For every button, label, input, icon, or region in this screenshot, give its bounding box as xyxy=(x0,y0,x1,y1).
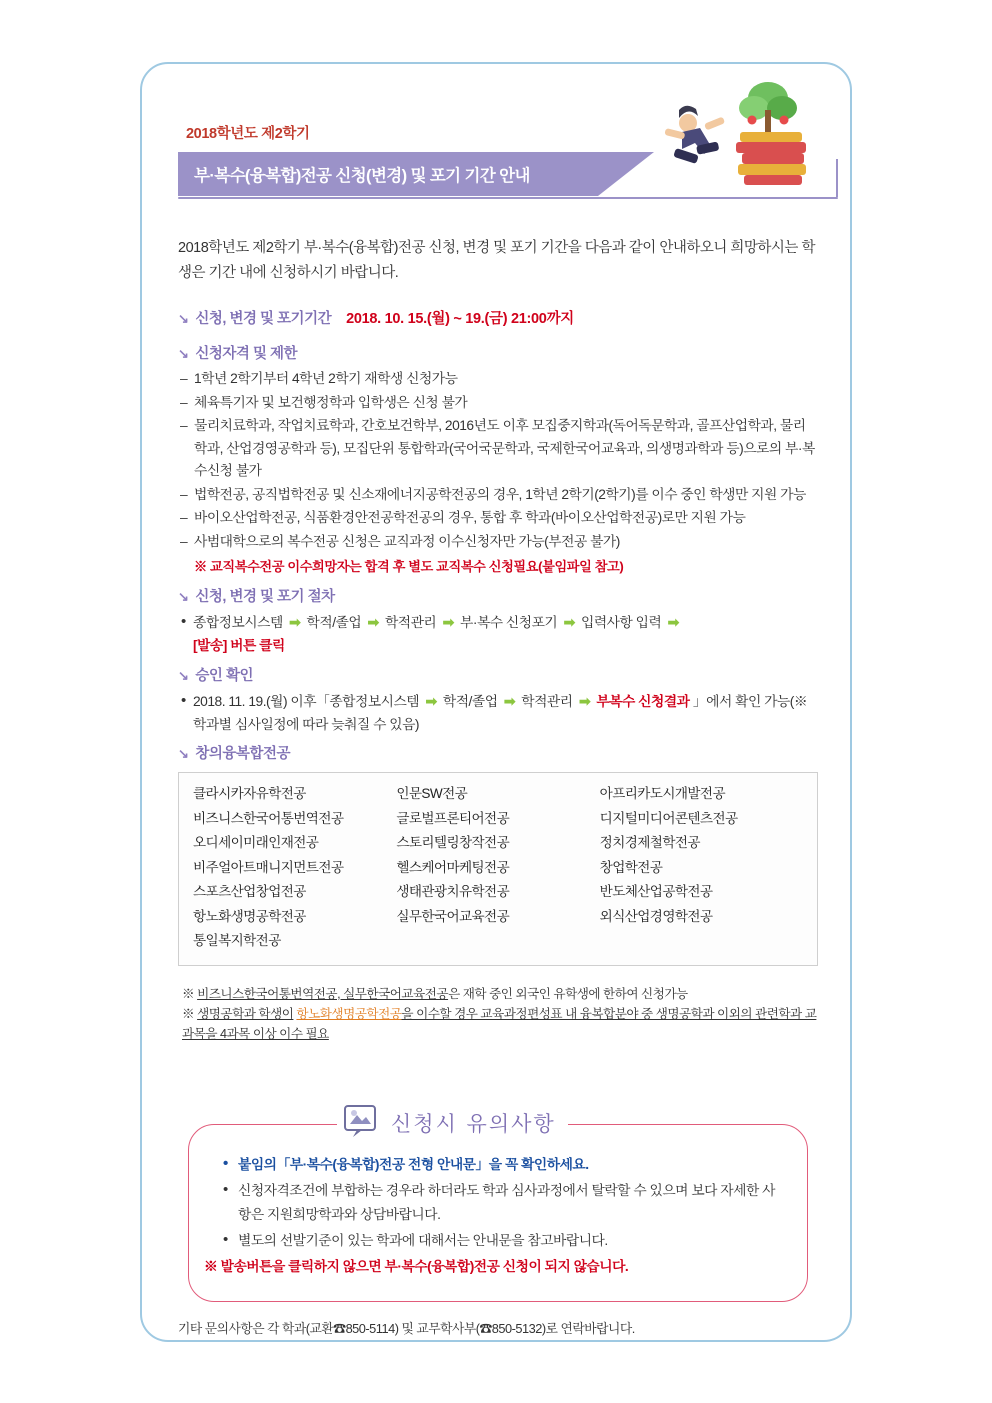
major-cell: 글로벌프론티어전공 xyxy=(396,810,510,826)
flow-arrow-icon: ➡ xyxy=(425,694,437,709)
flow-arrow-icon: ➡ xyxy=(503,694,515,709)
major-cell: 생태관광치유학전공 xyxy=(396,884,510,899)
caution-box xyxy=(188,1112,808,1302)
caution-warning: ※ 발송버튼을 클릭하지 않으면 부·복수(융복합)전공 신청이 되지 않습니다. xyxy=(204,1259,629,1274)
eligibility-note: ※ 교직복수전공 이수희망자는 합격 후 별도 교직복수 신청필요(붙임파일 참고) xyxy=(194,559,624,574)
section-majors-label: 창의융복합전공 xyxy=(195,746,290,762)
footnote-2 xyxy=(182,1004,818,1044)
section-approval-head xyxy=(178,664,818,685)
page-title: 부·복수(융복합)전공 신청(변경) 및 포기 기간 안내 xyxy=(178,152,598,196)
procedure-final-step: [발송] 버튼 클릭 xyxy=(193,638,285,653)
list-item: – 체육특기자 및 보건행정학과 입학생은 신청 불가 xyxy=(178,392,818,415)
major-cell: 스포츠산업창업전공 xyxy=(193,884,306,899)
footnote-pre-text: 생명공학과 학생이 xyxy=(197,1007,294,1021)
major-cell: 오디세이미래인재전공 xyxy=(193,835,319,850)
arrow-marker-icon: ↘ xyxy=(178,346,189,361)
caution-list xyxy=(189,1125,807,1253)
section-procedure-head xyxy=(178,585,818,606)
approval-prefix: 2018. 11. 19.(월) 이후「종합정보시스템 xyxy=(193,694,420,709)
semester-label: 2018학년도 제2학기 xyxy=(186,126,310,142)
approval-highlight: 부복수 신청결과 xyxy=(596,694,690,709)
list-item: • 신청자격조건에 부합하는 경우라 하더라도 학과 심사과정에서 탈락할 수 있으며 보다 자세한 사항은 지원희망학과와 상담바랍니다. xyxy=(223,1179,777,1227)
announcement-icon xyxy=(337,1102,383,1140)
arrow-marker-icon: ↘ xyxy=(178,746,189,761)
page-inner xyxy=(142,64,850,1340)
major-cell: 클라시카자유학전공 xyxy=(193,786,306,801)
section-period xyxy=(178,307,818,328)
footnote-1 xyxy=(182,984,818,1004)
flow-arrow-icon: ➡ xyxy=(563,615,575,630)
section-period-head xyxy=(178,307,818,328)
section-eligibility-head xyxy=(178,342,818,363)
eligibility-list xyxy=(178,368,818,553)
major-cell: 실무한국어교육전공 xyxy=(396,908,510,924)
section-majors xyxy=(178,742,818,763)
major-cell: 통일복지학전공 xyxy=(193,933,281,948)
flow-arrow-icon: ➡ xyxy=(442,615,454,630)
flow-arrow-icon: ➡ xyxy=(578,694,590,709)
arrow-marker-icon: ↘ xyxy=(178,589,189,604)
major-cell: 비주얼아트매니지먼트전공 xyxy=(193,859,344,875)
section-period-value: 2018. 10. 15.(월) ~ 19.(금) 21:00까지 xyxy=(346,311,574,327)
section-approval-label: 승인 확인 xyxy=(195,668,253,684)
flow-arrow-icon: ➡ xyxy=(289,615,301,630)
major-cell: 디지털미디어콘텐츠전공 xyxy=(599,810,738,826)
majors-grid xyxy=(193,783,803,953)
contact-line: 기타 문의사항은 각 학과(교환☎850-5114) 및 교무학사부(☎850-5132)로 연락바랍니다. xyxy=(178,1321,635,1336)
list-item: – 바이오산업학전공, 식품환경안전공학전공의 경우, 통합 후 학과(바이오산업학전공)로만 지원 가능 xyxy=(178,507,818,530)
footnote-highlight-text: 항노화생명공학전공 xyxy=(296,1007,402,1021)
banner-tail-decoration xyxy=(598,152,654,196)
list-item: – 법학전공, 공직법학전공 및 신소재에너지공학전공의 경우, 1학년 2학기(2학기)를 이수 중인 학생만 지원 가능 xyxy=(178,484,818,507)
list-item xyxy=(178,690,818,736)
section-procedure xyxy=(178,585,818,657)
procedure-step: 입력사항 입력 xyxy=(581,615,662,630)
section-period-label: 신청, 변경 및 포기기간 xyxy=(195,311,332,327)
major-cell: 항노화생명공학전공 xyxy=(193,908,306,924)
intro-paragraph: 2018학년도 제2학기 부·복수(융복합)전공 신청, 변경 및 포기 기간을 다음과 같이 안내하오니 희망하시는 학생은 기간 내에 신청하시기 바랍니다. xyxy=(178,240,815,281)
majors-table xyxy=(178,772,818,966)
major-cell: 스토리텔링창작전공 xyxy=(396,835,510,850)
list-item: – 물리치료학과, 작업치료학과, 간호보건학부, 2016년도 이후 모집중지학과(독어독문학과, 골프산업학과, 물리학과, 산업경영공학과 등), 모집단위 통합학과(국어국문학과, 국제한국어교육과, 의생명과학과 등)으로의 부·복수신청 불가 xyxy=(178,415,818,483)
major-cell: 창업학전공 xyxy=(599,859,663,875)
major-cell: 인문SW전공 xyxy=(396,786,468,801)
major-cell: 비즈니스한국어통번역전공 xyxy=(193,810,344,826)
section-procedure-label: 신청, 변경 및 포기 절차 xyxy=(195,589,335,605)
approval-suffix: 」에서 확인 가능(※학과별 심사일정에 따라 늦춰질 수 있음) xyxy=(193,694,808,732)
major-cell: 헬스케어마케팅전공 xyxy=(396,859,510,875)
procedure-step: 부·복수 신청포기 xyxy=(460,615,558,630)
flow-arrow-icon: ➡ xyxy=(667,615,679,630)
procedure-list xyxy=(178,611,818,657)
list-item: – 1학년 2학기부터 4학년 2학기 재학생 신청가능 xyxy=(178,368,818,391)
list-item xyxy=(178,611,818,657)
caution-title: 신청시 유의사항 xyxy=(379,1108,568,1138)
list-item: – 사범대학으로의 복수전공 신청은 교직과정 이수신청자만 가능(부전공 불가) xyxy=(178,531,818,554)
section-approval xyxy=(178,664,818,736)
approval-step: 학적/졸업 xyxy=(442,694,498,709)
footnote-underlined-text: 비즈니스한국어통번역전공, 실무한국어교육전공 xyxy=(197,987,449,1001)
section-eligibility xyxy=(178,342,818,575)
list-item: • 별도의 선발기준이 있는 학과에 대해서는 안내문을 참고바랍니다. xyxy=(223,1229,777,1253)
section-majors-head xyxy=(178,742,818,763)
illustration-businessman-books xyxy=(652,76,822,202)
approval-list xyxy=(178,690,818,736)
procedure-step: 학적관리 xyxy=(384,615,437,630)
major-cell: 반도체산업공학전공 xyxy=(599,884,713,899)
section-eligibility-label: 신청자격 및 제한 xyxy=(195,346,298,362)
footnote-mark: ※ xyxy=(182,1007,195,1021)
list-item: • 붙임의「부·복수(융복합)전공 전형 안내문」을 꼭 확인하세요. xyxy=(223,1153,777,1177)
footnote-rest: 을 이수할 경우 교육과정편성표 내 융복합분야 중 생명공학과 이외의 관련학과 교과목을 4과목 이상 이수 필요 xyxy=(182,1007,817,1041)
major-cell: 정치경제철학전공 xyxy=(599,835,700,850)
approval-step: 학적관리 xyxy=(521,694,573,709)
major-cell: 아프리카도시개발전공 xyxy=(599,786,725,801)
notice-page xyxy=(140,62,852,1342)
majors-footnotes xyxy=(182,984,818,1044)
procedure-step: 학적/졸업 xyxy=(306,615,362,630)
arrow-marker-icon: ↘ xyxy=(178,668,189,683)
major-cell: 외식산업경영학전공 xyxy=(599,908,713,924)
footnote-mark: ※ xyxy=(182,987,195,1001)
procedure-step: 종합정보시스템 xyxy=(193,615,283,630)
arrow-marker-icon: ↘ xyxy=(178,311,189,326)
flow-arrow-icon: ➡ xyxy=(367,615,379,630)
banner-rule xyxy=(178,197,838,199)
footnote-rest: 은 재학 중인 외국인 유학생에 한하여 신청가능 xyxy=(448,987,688,1001)
